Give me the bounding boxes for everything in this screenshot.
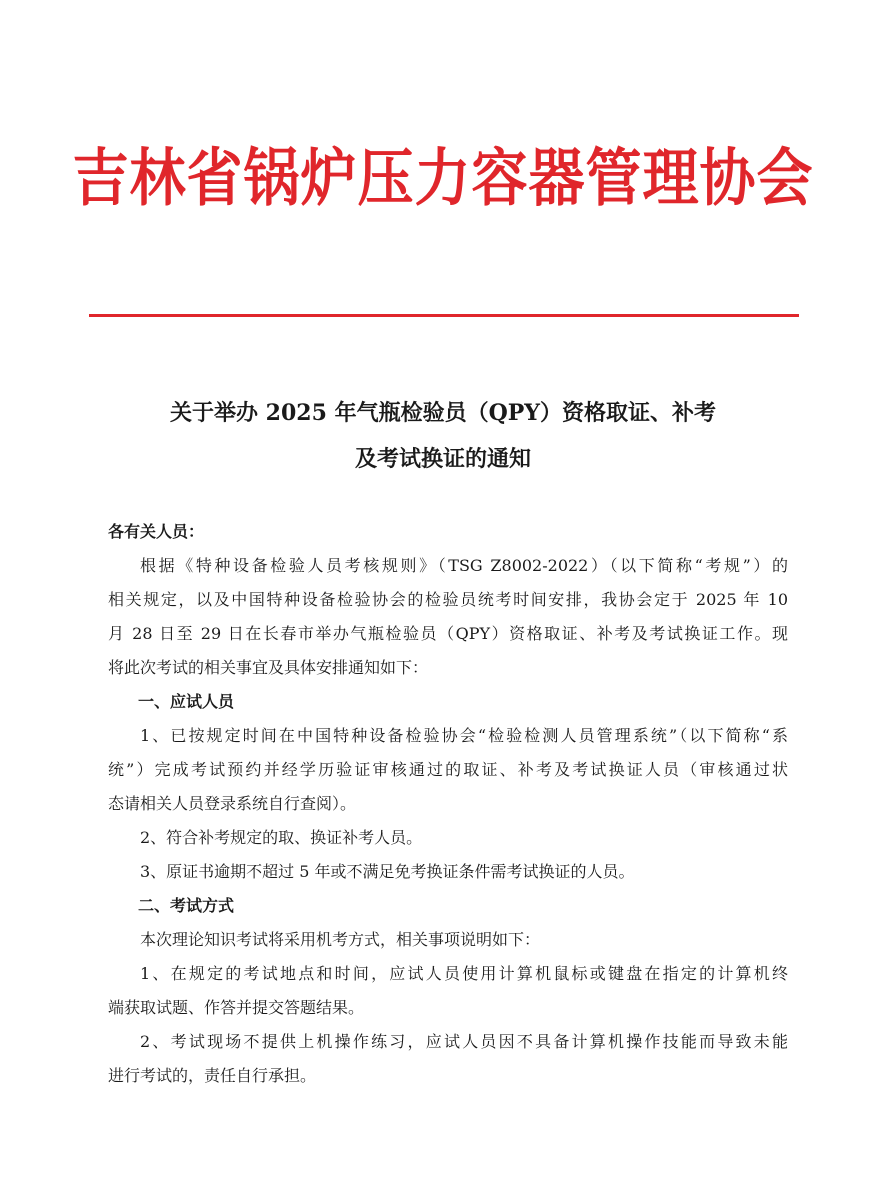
intro-line-4: 将此次考试的相关事宜及具体安排通知如下： [108,658,429,677]
section-2-item-1-line-2: 端获取试题、作答并提交答题结果。 [108,998,365,1017]
intro-line-1: 根据《特种设备检验人员考核规则》（TSG Z8002-2022）（以下简称“考规”）的 [140,556,788,575]
notice-title [0,390,886,482]
section-2-item-1-line-1: 1、在规定的考试地点和时间，应试人员使用计算机鼠标或键盘在指定的计算机终 [140,964,788,983]
intro-line-2: 相关规定，以及中国特种设备检验协会的检验员统考时间安排，我协会定于 2025 年 10 [108,590,788,609]
section-2-item-2-line-2: 进行考试的，责任自行承担。 [108,1066,317,1085]
section-1-item-1-line-1: 1、已按规定时间在中国特种设备检验协会“检验检测人员管理系统”（以下简称“系 [140,726,788,745]
section-2-intro: 本次理论知识考试将采用机考方式，相关事项说明如下： [140,930,541,949]
title-line-1: 关于举办 2025 年气瓶检验员（QPY）资格取证、补考 [170,400,716,426]
letterhead-divider [89,314,799,317]
organization-letterhead: 吉林省锅炉压力容器管理协会 [72,141,814,215]
section-2-heading: 二、考试方式 [138,896,235,915]
section-1-item-1-line-2: 统”）完成考试预约并经学历验证审核通过的取证、补考及考试换证人员（审核通过状 [108,760,788,779]
title-line-2: 及考试换证的通知 [354,446,531,472]
section-1-item-2: 2、符合补考规定的取、换证补考人员。 [140,828,423,847]
section-1-heading: 一、应试人员 [138,692,235,711]
section-2-item-2-line-1: 2、考试现场不提供上机操作练习，应试人员因不具备计算机操作技能而导致未能 [140,1032,788,1051]
section-1-item-3: 3、原证书逾期不超过 5 年或不满足免考换证条件需考试换证的人员。 [140,862,635,881]
notice-body [108,515,788,1093]
salutation: 各有关人员： [108,522,205,541]
intro-line-3: 月 28 日至 29 日在长春市举办气瓶检验员（QPY）资格取证、补考及考试换证工作。现 [108,624,788,643]
section-1-item-1-line-3: 态请相关人员登录系统自行查阅）。 [108,794,357,813]
